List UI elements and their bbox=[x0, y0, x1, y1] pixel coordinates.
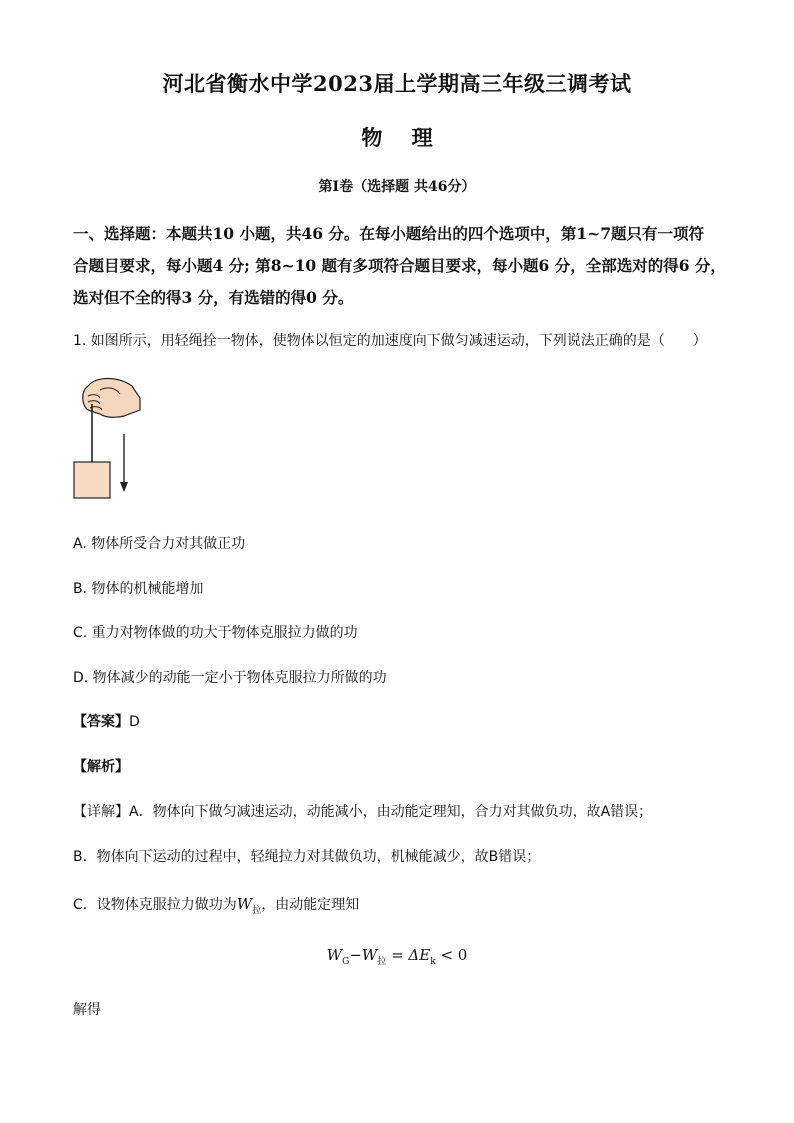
option-a: A. 物体所受合力对其做正功 bbox=[73, 536, 246, 552]
option-c: C. 重力对物体做的功大于物体克服拉力做的功 bbox=[73, 625, 358, 641]
section-instructions-line3: 选对但不全的得3 分，有选错的得0 分。 bbox=[73, 288, 354, 307]
detail-c-var-sub: 拉 bbox=[252, 906, 262, 916]
answer-line bbox=[73, 711, 140, 731]
hand-rope-block-figure bbox=[66, 372, 156, 506]
answer-value: D bbox=[129, 714, 140, 730]
block-box bbox=[74, 462, 110, 498]
volume-heading: 第I卷（选择题 共46分） bbox=[318, 179, 476, 195]
detail-c-var: W bbox=[236, 895, 253, 913]
subject-title: 物 理 bbox=[361, 125, 433, 150]
detail-a: 【详解】A．物体向下做匀减速运动，动能减小，由动能定理知，合力对其做负功，故A错误； bbox=[73, 804, 653, 820]
option-d: D. 物体减少的动能一定小于物体克服拉力所做的功 bbox=[73, 670, 387, 686]
question-1-stem: 1. 如图所示，用轻绳拴一物体，使物体以恒定的加速度向下做匀减速运动，下列说法正确的是（ ） bbox=[73, 333, 707, 349]
solve-label: 解得 bbox=[73, 1002, 101, 1018]
down-arrow-icon bbox=[120, 434, 128, 492]
section-instructions-line1: 一、选择题：本题共10 小题，共46 分。在每小题给出的四个选项中，第1~7题只有一项符 bbox=[73, 224, 704, 243]
detail-b: B．物体向下运动的过程中，轻绳拉力对其做负功，机械能减少，故B错误； bbox=[73, 849, 541, 865]
answer-label: 【答案】 bbox=[73, 714, 129, 730]
detail-c-suffix: ，由动能定理知 bbox=[261, 897, 360, 913]
section-instructions-line2: 合题目要求，每小题4 分; 第8~10 题有多项符合题目要求，每小题6 分，全部选对的得6 分， bbox=[73, 256, 726, 275]
detail-c bbox=[73, 894, 359, 916]
option-b: B. 物体的机械能增加 bbox=[73, 581, 204, 597]
exam-title: 河北省衡水中学2023届上学期高三年级三调考试 bbox=[162, 71, 632, 96]
work-energy-formula: $W_G-W_拉 = \Delta E_k < 0$ bbox=[326, 946, 468, 967]
detail-c-prefix: C．设物体克服拉力做功为 bbox=[73, 897, 237, 913]
analysis-label: 【解析】 bbox=[73, 759, 129, 775]
